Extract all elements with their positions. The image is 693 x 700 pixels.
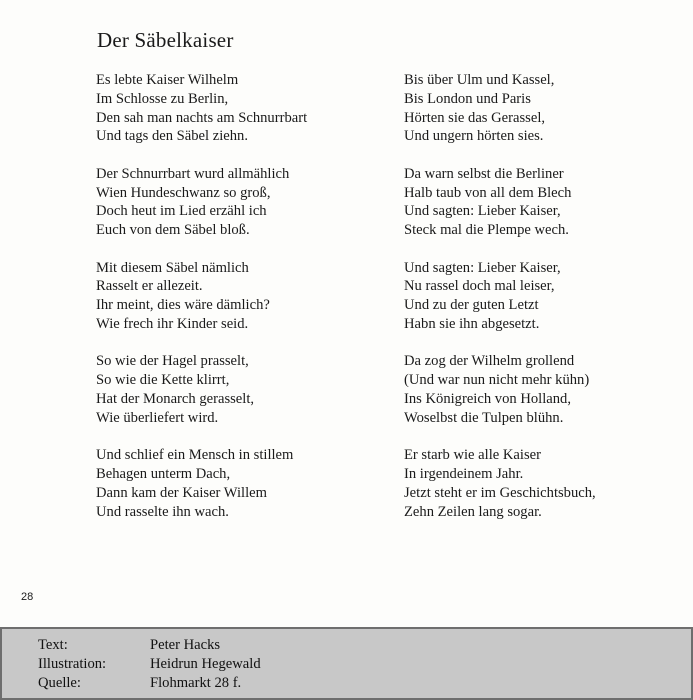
poem-title: Der Säbelkaiser: [97, 28, 234, 52]
verse-line: Bis London und Paris: [404, 90, 531, 107]
verse-line: So wie der Hagel prasselt,: [96, 353, 249, 370]
credit-value: Heidrun Hegewald: [150, 656, 261, 672]
credit-row: [38, 675, 241, 692]
verse-line: Und schlief ein Mensch in stillem: [96, 447, 294, 464]
stanza: [404, 352, 674, 427]
verse-line: Und zu der guten Letzt: [404, 297, 539, 314]
stanza: [96, 165, 366, 240]
page-number: 28: [21, 591, 34, 603]
stanza: [96, 71, 366, 146]
verse-line: Dann kam der Kaiser Willem: [96, 484, 267, 501]
verse-line: Wie frech ihr Kinder seid.: [96, 315, 249, 332]
credit-label: Illustration:: [38, 656, 107, 672]
credit-value: Flohmarkt 28 f.: [150, 675, 242, 691]
verse-line: So wie die Kette klirrt,: [96, 372, 230, 389]
credit-row: [38, 656, 261, 673]
credits-panel: [0, 627, 693, 700]
credit-label: Quelle:: [38, 675, 81, 691]
verse-line: Ins Königreich von Holland,: [404, 390, 571, 407]
stanza: [404, 71, 674, 146]
verse-line: Halb taub von all dem Blech: [404, 184, 572, 201]
verse-line: Wie überliefert wird.: [96, 409, 219, 426]
verse-line: Steck mal die Plempe wech.: [404, 222, 569, 239]
verse-line: Euch von dem Säbel bloß.: [96, 222, 250, 239]
verse-line: Und sagten: Lieber Kaiser,: [404, 259, 561, 276]
stanza: [96, 352, 366, 427]
verse-line: Es lebte Kaiser Wilhelm: [96, 72, 239, 88]
verse-line: Da zog der Wilhelm grollend: [404, 353, 575, 370]
verse-line: Ihr meint, dies wäre dämlich?: [96, 297, 270, 314]
stanza: [96, 259, 366, 334]
stanza: [404, 259, 674, 334]
verse-line: Und rasselte ihn wach.: [96, 503, 229, 520]
verse-line: Wien Hundeschwanz so groß,: [96, 184, 271, 201]
verse-line: Hat der Monarch gerasselt,: [96, 390, 255, 407]
verse-line: Im Schlosse zu Berlin,: [96, 90, 229, 107]
verse-line: Und ungern hörten sies.: [404, 128, 544, 145]
verse-line: Und tags den Säbel ziehn.: [96, 128, 248, 145]
verse-line: In irgendeinem Jahr.: [404, 465, 524, 482]
verse-line: Den sah man nachts am Schnurrbart: [96, 109, 308, 126]
verse-line: Da warn selbst die Berliner: [404, 165, 564, 182]
poem-right-column: [404, 71, 674, 540]
verse-line: Er starb wie alle Kaiser: [404, 447, 541, 464]
verse-line: Woselbst die Tulpen blühn.: [404, 409, 564, 426]
verse-line: Und sagten: Lieber Kaiser,: [404, 203, 561, 220]
stanza: [96, 446, 366, 521]
verse-line: Behagen unterm Dach,: [96, 465, 231, 482]
verse-line: Nu rassel doch mal leiser,: [404, 278, 555, 295]
stanza: [404, 446, 674, 521]
verse-line: Hörten sie das Gerassel,: [404, 109, 546, 126]
stanza: [404, 165, 674, 240]
verse-line: Bis über Ulm und Kassel,: [404, 72, 555, 88]
verse-line: Habn sie ihn abgesetzt.: [404, 315, 540, 332]
verse-line: Doch heut im Lied erzähl ich: [96, 203, 267, 220]
credit-label: Text:: [38, 637, 68, 653]
verse-line: Zehn Zeilen lang sogar.: [404, 503, 542, 520]
verse-line: Jetzt steht er im Geschichtsbuch,: [404, 484, 596, 501]
credit-row: [38, 637, 220, 654]
verse-line: Mit diesem Säbel nämlich: [96, 259, 249, 276]
poem-left-column: [96, 71, 366, 540]
verse-line: (Und war nun nicht mehr kühn): [404, 372, 590, 389]
verse-line: Der Schnurrbart wurd allmählich: [96, 165, 290, 182]
credit-value: Peter Hacks: [150, 637, 221, 653]
verse-line: Rasselt er allezeit.: [96, 278, 203, 295]
